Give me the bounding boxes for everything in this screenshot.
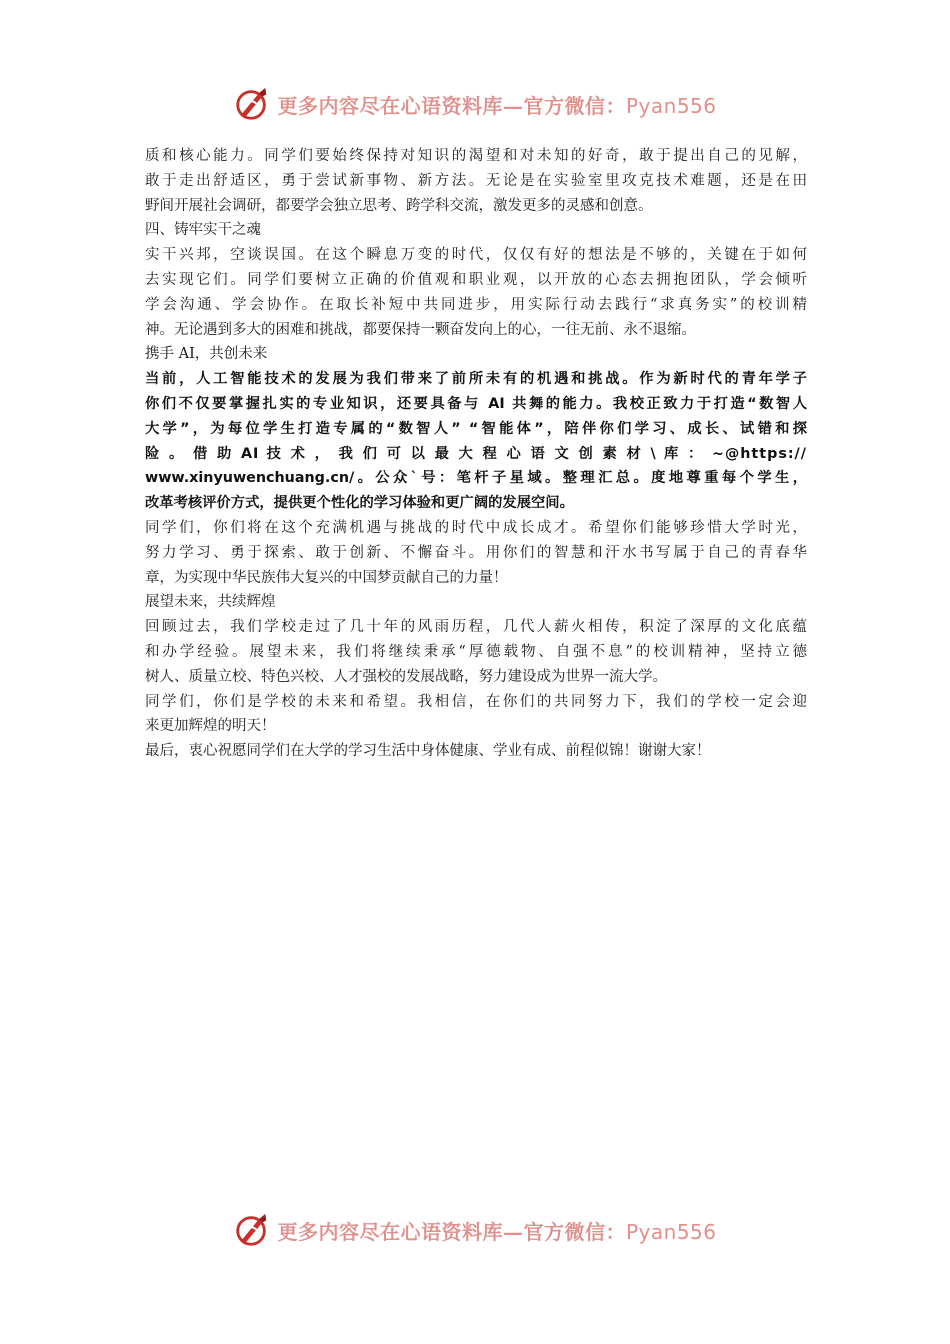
- document-body: [145, 144, 807, 764]
- text-line: 树人、质量立校、特色兴校、人才强校的发展战略，努力建设成为世界一流大学。: [145, 668, 667, 685]
- text-line: 当前，人工智能技术的发展为我们带来了前所未有的机遇和挑战。作为新时代的青年学子: [145, 371, 807, 388]
- pen-logo-icon: [233, 1211, 271, 1249]
- text-line: 回顾过去，我们学校走过了几十年的风雨历程，几代人薪火相传，积淀了深厚的文化底蕴: [145, 619, 807, 636]
- text-line: www.xinyuwenchuang.cn/。公众`号：笔杆子星域。整理汇总。度地尊重每个学生，: [145, 470, 807, 487]
- text-line: 四、铸牢实干之魂: [145, 222, 261, 239]
- text-line: 实干兴邦，空谈误国。在这个瞬息万变的时代，仅仅有好的想法是不够的，关键在于如何: [145, 247, 807, 264]
- text-line: 野间开展社会调研，都要学会独立思考、跨学科交流，激发更多的灵感和创意。: [145, 197, 653, 214]
- watermark-text: 更多内容尽在心语资料库—官方微信：Pyan556: [277, 1219, 717, 1244]
- text-line: 敢于走出舒适区，勇于尝试新事物、新方法。无论是在实验室里攻克技术难题，还是在田: [145, 172, 807, 189]
- text-line: 去实现它们。同学们要树立正确的价值观和职业观，以开放的心态去拥抱团队，学会倾听: [145, 271, 807, 288]
- text-line: 同学们，你们将在这个充满机遇与挑战的时代中成长成才。希望你们能够珍惜大学时光，: [145, 519, 807, 536]
- header-watermark: [0, 82, 950, 126]
- pen-logo-icon: [233, 85, 271, 123]
- text-line: 质和核心能力。同学们要始终保持对知识的渴望和对未知的好奇，敢于提出自己的见解，: [145, 148, 807, 164]
- text-line: 来更加辉煌的明天！: [145, 718, 276, 735]
- text-line: 大学”，为每位学生打造专属的“数智人” “智能体”，陪伴你们学习、成长、试错和探: [145, 420, 807, 437]
- footer-watermark: [0, 1208, 950, 1252]
- watermark-text: 更多内容尽在心语资料库—官方微信：Pyan556: [277, 93, 717, 118]
- text-line: 章，为实现中华民族伟大复兴的中国梦贡献自己的力量！: [145, 569, 508, 586]
- text-line: 携手 AI，共创未来: [145, 346, 268, 363]
- text-line: 最后，衷心祝愿同学们在大学的学习生活中身体健康、学业有成、前程似锦！谢谢大家！: [145, 743, 711, 760]
- text-line: 神。无论遇到多大的困难和挑战，都要保持一颗奋发向上的心，一往无前、永不退缩。: [145, 321, 696, 338]
- text-line: 学会沟通、学会协作。在取长补短中共同进步，用实际行动去践行“求真务实”的校训精: [145, 296, 807, 313]
- text-line: 险 。 借 助 AI 技 术 ， 我 们 可 以 最 大 程 心 语 文 创 素 材 \ 库 ： ~@https://: [145, 445, 807, 462]
- text-line: 你们不仅要掌握扎实的专业知识，还要具备与 AI 共舞的能力。我校正致力于打造“数智人: [145, 395, 807, 412]
- text-line: 同学们，你们是学校的未来和希望。我相信，在你们的共同努力下，我们的学校一定会迎: [145, 693, 807, 710]
- text-line: 和办学经验。展望未来，我们将继续秉承“厚德载物、自强不息”的校训精神，坚持立德: [145, 643, 807, 660]
- text-line: 展望未来，共续辉煌: [145, 594, 276, 611]
- text-line: 改革考核评价方式，提供更个性化的学习体验和更广阔的发展空间。: [145, 495, 574, 512]
- text-line: 努力学习、勇于探索、敢于创新、不懈奋斗。用你们的智慧和汗水书写属于自己的青春华: [145, 544, 807, 561]
